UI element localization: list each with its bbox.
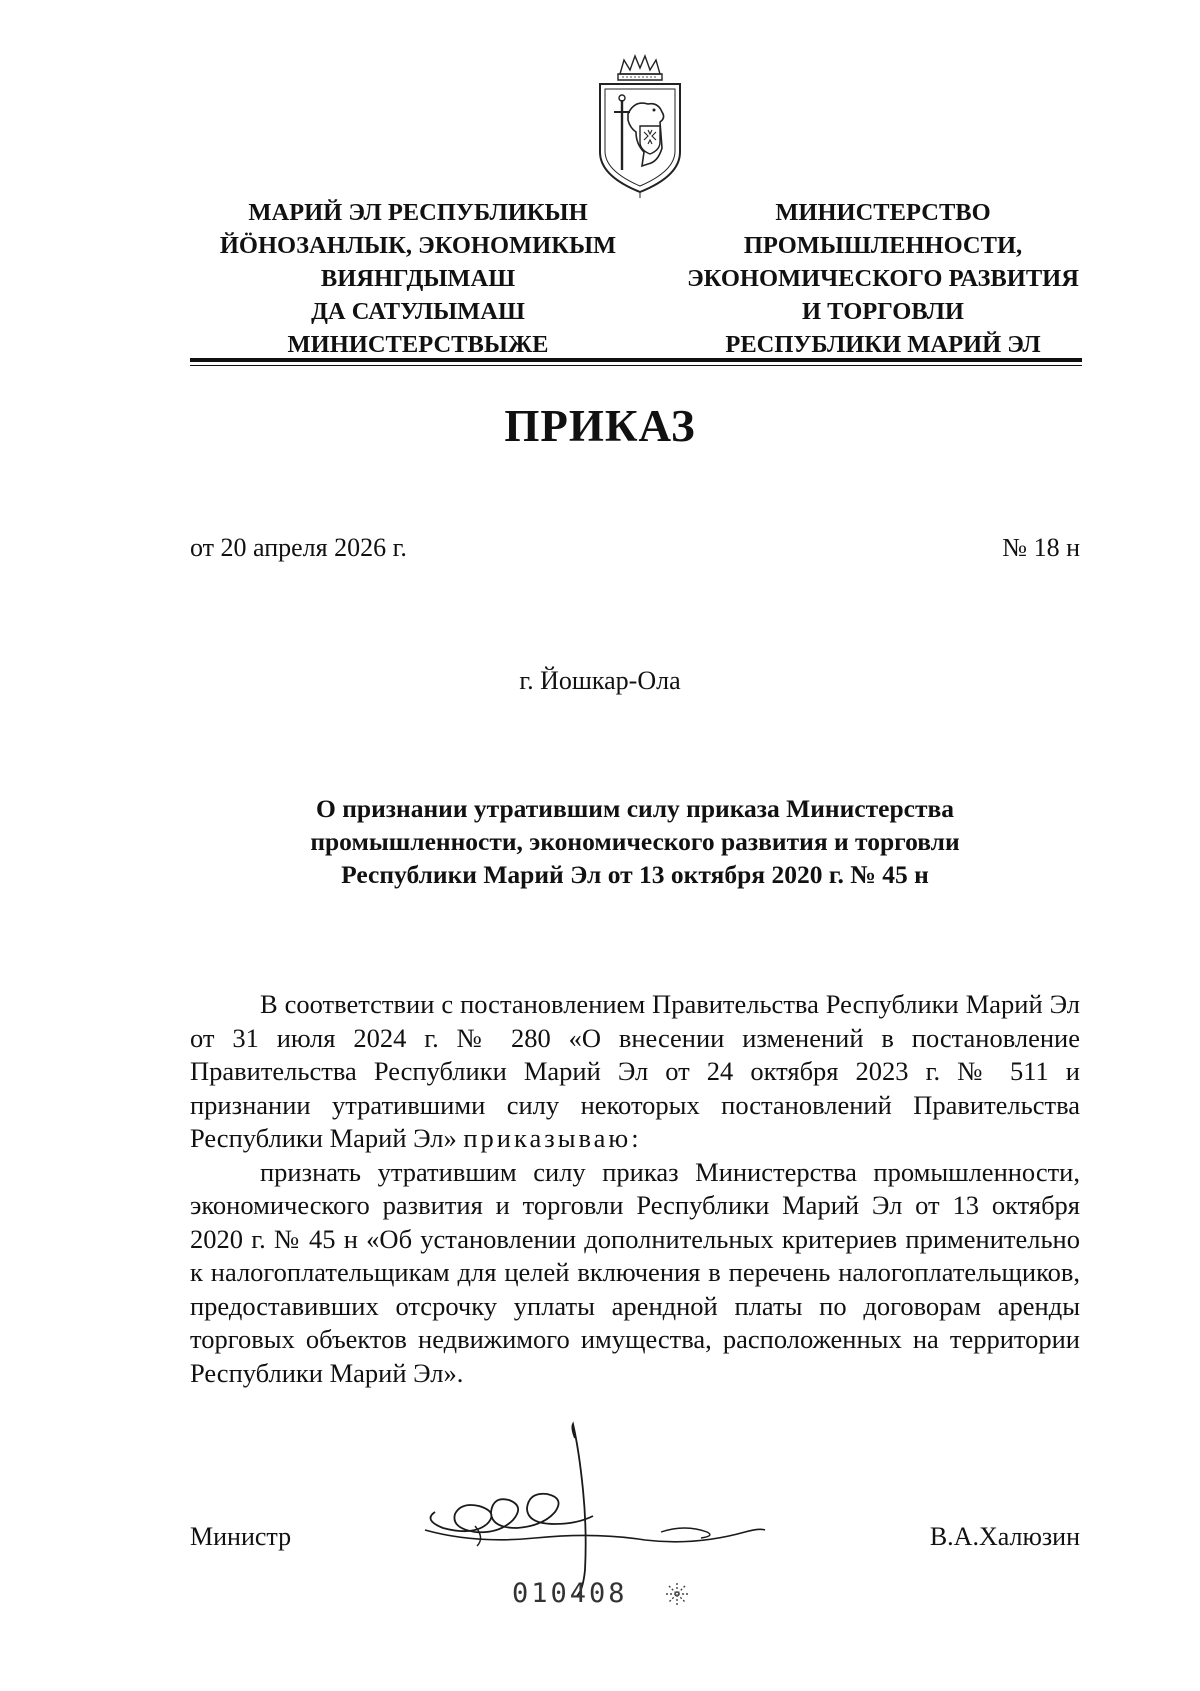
republic-coat-of-arms-icon <box>592 52 688 198</box>
document-city: г. Йошкар-Ола <box>519 666 681 695</box>
document-title-line: О признании утратившим силу приказа Министерства <box>315 794 955 823</box>
header-divider-thin <box>190 365 1082 366</box>
ornament-mark-icon <box>664 1581 690 1607</box>
header-left-line: ЙӦНОЗАНЛЫК, ЭКОНОМИКЫМ <box>219 232 617 259</box>
header-right-line: И ТОРГОВЛИ <box>802 298 964 325</box>
document-number: № 18 н <box>1002 533 1080 562</box>
document-body <box>190 988 1080 1390</box>
document-title <box>190 792 1080 891</box>
header-right-line: МИНИСТЕРСТВО <box>775 199 991 226</box>
form-serial-number: 010408 <box>512 1578 628 1609</box>
header-divider-thick <box>190 358 1082 362</box>
body-paragraph-basis <box>190 988 1080 1156</box>
header-left-line: ВИЯНГДЫМАШ <box>320 265 516 292</box>
header-right-line: ЭКОНОМИЧЕСКОГО РАЗВИТИЯ <box>687 265 1079 292</box>
body-action-word: приказываю: <box>463 1123 642 1153</box>
signatory-position: Министр <box>190 1522 292 1551</box>
header-left-line: МАРИЙ ЭЛ РЕСПУБЛИКЫН <box>248 199 588 226</box>
body-paragraph-decision: признать утратившим силу приказ Министерства промышленности, экономического развития и торговли Республики Марий Эл от 13 октября 2020 г. № 45 н «Об установлении дополнительных критериев применительно к налогоплательщикам для целей включения в перечень налогоплательщиков, предоставивших отсрочку уплаты арендной платы по договорам аренды торговых объектов недвижимого имущества, расположенных на территории Республики Марий Эл». <box>190 1156 1080 1388</box>
header-right-line: ПРОМЫШЛЕННОСТИ, <box>743 232 1023 259</box>
document-type-heading: ПРИКАЗ <box>504 401 696 451</box>
document-title-line: Республики Марий Эл от 13 октября 2020 г. № 45 н <box>341 860 929 889</box>
header-right-line: РЕСПУБЛИКИ МАРИЙ ЭЛ <box>725 331 1041 358</box>
header-ministry-russian <box>653 196 1113 361</box>
header-left-line: МИНИСТЕРСТВЫЖЕ <box>287 331 549 358</box>
header-ministry-mari <box>188 196 648 361</box>
handwritten-signature <box>415 1420 845 1600</box>
signatory-name: В.А.Халюзин <box>929 1522 1080 1551</box>
body-basis-text: В соответствии с постановлением Правительства Республики Марий Эл от 31 июля 2024 г. № 280 «О внесении изменений в постановление Правительства Республики Марий Эл от 24 октября 2023 г. № 511 и признании утратившими силу некоторых постановлений Правительства Республики Марий Эл» <box>190 989 1080 1153</box>
document-title-line: промышленности, экономического развития и торговли <box>310 827 960 856</box>
document-date: от 20 апреля 2026 г. <box>190 533 407 562</box>
header-left-line: ДА САТУЛЫМАШ <box>311 298 525 325</box>
